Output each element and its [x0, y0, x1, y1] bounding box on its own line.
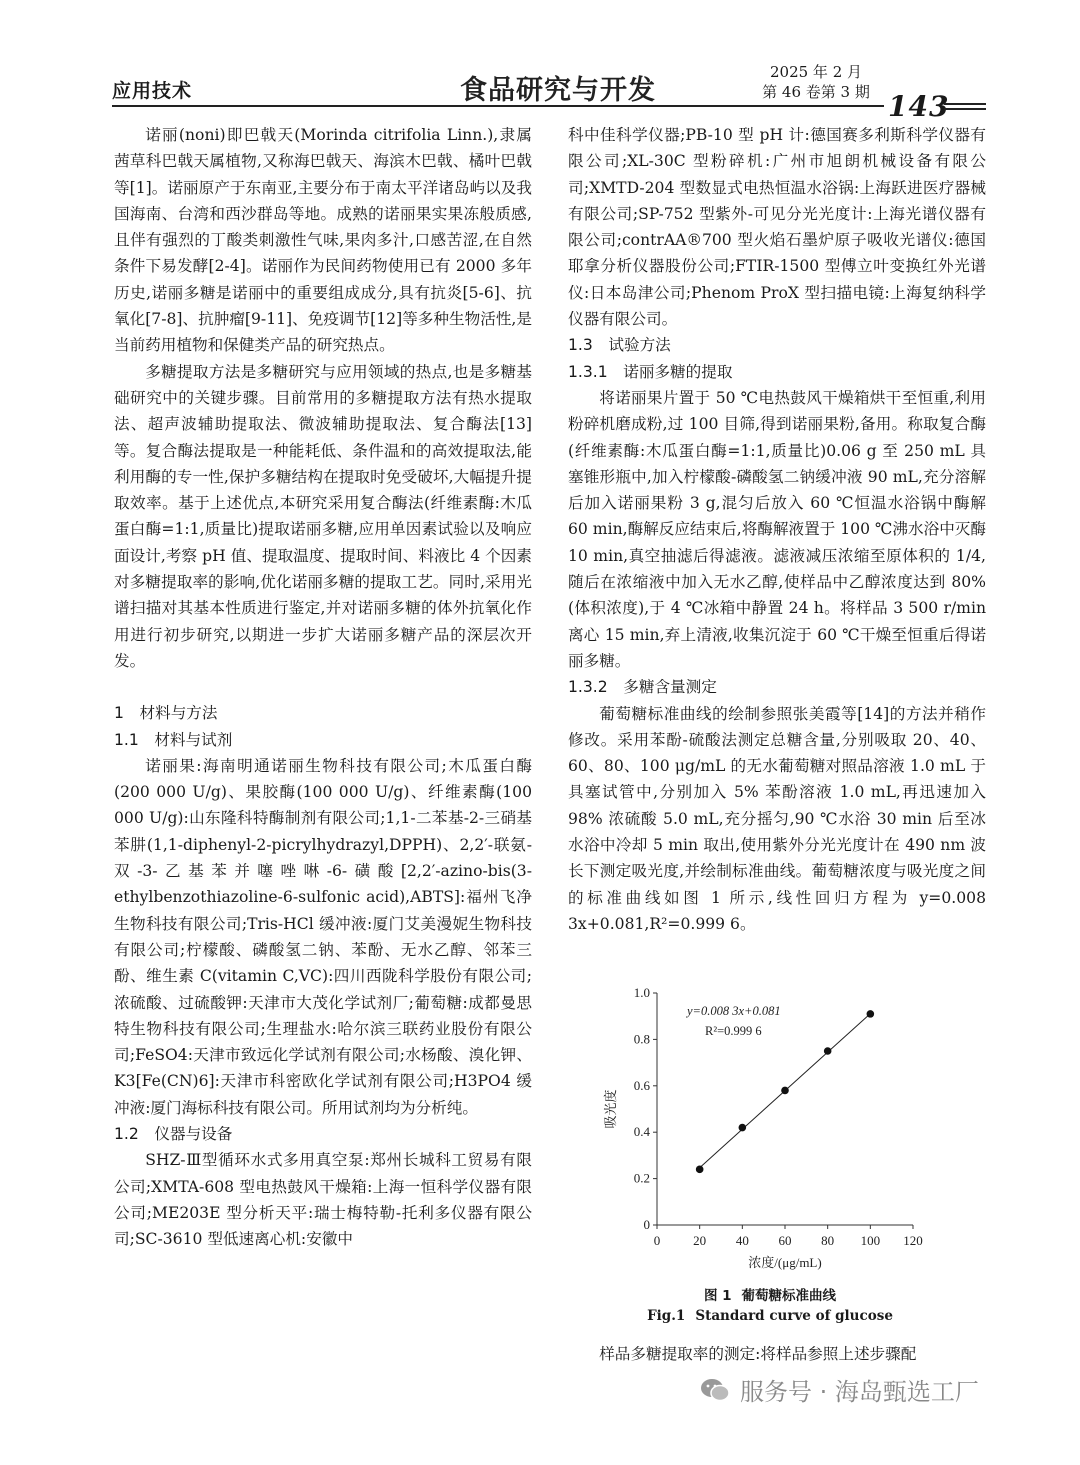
section-heading: 1.3.1 诺丽多糖的提取: [568, 362, 733, 381]
data-point: [739, 1124, 747, 1132]
caption-en-label: Fig.1: [647, 1308, 686, 1324]
tail-paragraph: 样品多糖提取率的测定:将样品参照上述步骤配: [599, 1345, 917, 1363]
x-tick-label: 40: [735, 1233, 749, 1248]
x-axis-label: 浓度/(μg/mL): [748, 1255, 822, 1270]
body-paragraph: 将诺丽果片置于 50 ℃电热鼓风干燥箱烘干至恒重,利用粉碎机磨成粉,过 100 目筛,得到诺丽果粉,备用。称取复合酶(纤维素酶:木瓜蛋白酶=1:1,质量比)0.06 g 至 250 mL 具塞锥形瓶中,加入柠檬酸-磷酸氢二钠缓冲液 90 mL,充分溶解后加入诺丽果粉 3 g,混匀后放入 60 ℃恒温水浴锅中酶解 60 min,酶解反应结束后,将酶解液置于 100 ℃沸水浴中灭酶 10 min,真空抽滤后得滤液。滤液减压浓缩至原体积的 1/4,随后在浓缩液中加入无水乙醇,使样品中乙醇浓度达到 80%(体积浓度),于 4 ℃冰箱中静置 24 h。将样品 3 500 r/min 离心 15 min,弃上清液,收集沉淀于 60 ℃干燥至恒重后得诺丽多糖。: [568, 388, 986, 670]
wechat-icon: [700, 1377, 730, 1403]
body-paragraph: SHZ-Ⅲ型循环水式多用真空泵:郑州长城科工贸易有限公司;XMTA-608 型电热鼓风干燥箱:上海一恒科学仪器有限公司;ME203E 型分析天平:瑞士梅特勒-托利多仪器有限公司;SC-3610 型低速离心机:安徽中: [114, 1151, 532, 1249]
header-rule-end-bottom: [944, 108, 986, 110]
body-paragraph: 多糖提取方法是多糖研究与应用领域的热点,也是多糖基础研究中的关键步骤。目前常用的多糖提取方法有热水提取法、超声波辅助提取法、微波辅助提取法、复合酶法[13]等。复合酶法提取是一种能耗低、条件温和的高效提取法,能利用酶的专一性,保护多糖结构在提取时免受破坏,大幅提升提取效率。基于上述优点,本研究采用复合酶法(纤维素酶:木瓜蛋白酶=1:1,质量比)提取诺丽多糖,应用单因素试验以及响应面设计,考察 pH 值、提取温度、提取时间、料液比 4 个因素对多糖提取率的影响,优化诺丽多糖的提取工艺。同时,采用光谱扫描对其基本性质进行鉴定,并对诺丽多糖的体外抗氧化作用进行初步研究,以期进一步扩大诺丽多糖产品的深层次开发。: [114, 362, 532, 670]
left-column: [114, 122, 532, 1252]
caption-cn-label: 图 1: [703, 1288, 732, 1304]
section-heading: 1 材料与方法: [114, 704, 218, 723]
data-point: [696, 1166, 704, 1174]
data-point: [824, 1047, 832, 1055]
right-column: [568, 122, 986, 937]
standard-curve-chart: [595, 983, 945, 1273]
section-heading: 1.1 材料与试剂: [114, 730, 233, 749]
y-tick-label: 0.6: [633, 1077, 650, 1093]
issue-volume: 第 46 卷第 3 期: [762, 83, 870, 101]
caption-cn-text: 葡萄糖标准曲线: [741, 1288, 837, 1304]
section-heading: 1.2 仪器与设备: [114, 1124, 233, 1143]
header-rule-end-top: [944, 103, 986, 105]
y-tick-label: 0.4: [633, 1124, 650, 1140]
x-tick-label: 0: [653, 1233, 661, 1248]
watermark: [700, 1372, 979, 1407]
journal-title: 食品研究与开发: [460, 75, 656, 106]
header-section: 应用技术: [112, 80, 193, 102]
watermark-text: 服务号 · 海岛甄选工厂: [740, 1378, 979, 1406]
y-tick-label: 0.8: [633, 1031, 650, 1047]
y-tick-label: 1.0: [633, 985, 650, 1000]
x-tick-label: 120: [903, 1233, 923, 1248]
figure-caption-cn: [575, 1284, 975, 1304]
issue-date: 2025 年 2 月: [769, 63, 863, 81]
y-tick-label: 0: [643, 1217, 650, 1232]
x-tick-label: 80: [821, 1233, 835, 1248]
figure-caption-en: [575, 1308, 975, 1324]
body-paragraph: 葡萄糖标准曲线的绘制参照张美霞等[14]的方法并稍作修改。采用苯酚-硫酸法测定总糖含量,分别吸取 20、40、60、80、100 μg/mL 的无水葡萄糖对照品溶液 1.0 mL 于具塞试管中,分别加入 5% 苯酚溶液 1.0 mL,再迅速加入 98% 浓硫酸 5.0 mL,充分摇匀,90 ℃水浴 30 min 后至冰水浴中冷却 5 min 取出,使用紫外分光光度计在 490 nm 波长下测定吸光度,并绘制标准曲线。葡萄糖浓度与吸光度之间的标准曲线如图 1 所示,线性回归方程为 y=0.008 3x+0.081,R²=0.999 6。: [568, 704, 986, 933]
section-heading: 1.3.2 多糖含量测定: [568, 678, 717, 697]
figure-1: [595, 983, 945, 1273]
data-point: [867, 1010, 875, 1018]
y-tick-label: 0.2: [633, 1170, 650, 1186]
body-paragraph: 诺丽(noni)即巴戟天(Morinda citrifolia Linn.),隶属茜草科巴戟天属植物,又称海巴戟天、海滨木巴戟、橘叶巴戟等[1]。诺丽原产于东南亚,主要分布于南太平洋诸岛屿以及我国海南、台湾和西沙群岛等地。成熟的诺丽果实果冻般质感,且伴有强烈的丁酸类刺激性气味,果肉多汁,口感苦涩,在自然条件下易发酵[2-4]。诺丽作为民间药物使用已有 2000 多年历史,诺丽多糖是诺丽中的重要组成成分,具有抗炎[5-6]、抗氧化[7-8]、抗肿瘤[9-11]、免疫调节[12]等多种生物活性,是当前药用植物和保健类产品的研究热点。: [114, 126, 532, 355]
body-paragraph: 科中佳科学仪器;PB-10 型 pH 计:德国赛多利斯科学仪器有限公司;XL-30C 型粉碎机:广州市旭朗机械设备有限公司;XMTD-204 型数显式电热恒温水浴锅:上海跃进医疗器械有限公司;SP-752 型紫外-可见分光光度计:上海光谱仪器有限公司;contrAA®700 型火焰石墨炉原子吸收光谱仪:德国耶拿分析仪器股份公司;FTIR-1500 型傅立叶变换红外光谱仪:日本岛津公司;Phenom ProX 型扫描电镜:上海复纳科学仪器有限公司。: [568, 126, 986, 329]
section-gap: [114, 674, 532, 700]
page-number: 143: [888, 90, 950, 123]
section-heading: 1.3 试验方法: [568, 336, 671, 355]
fit-r2: R²=0.999 6: [705, 1024, 762, 1038]
x-tick-label: 20: [693, 1233, 707, 1248]
issue-info: [756, 62, 876, 102]
header-rule: [112, 105, 884, 107]
body-paragraph: 诺丽果:海南明通诺丽生物科技有限公司;木瓜蛋白酶(200 000 U/g)、果胶酶(100 000 U/g)、纤维素酶(100 000 U/g):山东隆科特酶制剂有限公司;1,1-二苯基-2-三硝基苯肼(1,1-diphenyl-2-picrylhydrazyl,DPPH)、2,2′-联氨-双-3-乙基苯并噻唑啉-6-磺酸[2,2′-azino-bis(3-ethylbenzothiazoline-6-sulfonic acid),ABTS]:福州飞净生物科技有限公司;Tris-HCl 缓冲液:厦门艾美漫妮生物科技有限公司;柠檬酸、磷酸氢二钠、苯酚、无水乙醇、邻苯三酚、维生素 C(vitamin C,VC):四川西陇科学股份有限公司;浓硫酸、过硫酸钾:天津市大茂化学试剂厂;葡萄糖:成都曼思特生物科技有限公司;生理盐水:哈尔滨三联药业股份有限公司;FeSO4:天津市致远化学试剂有限公司;水杨酸、溴化钾、K3[Fe(CN)6]:天津市科密欧化学试剂有限公司;H3PO4 缓冲液:厦门海标科技有限公司。所用试剂均为分析纯。: [114, 756, 532, 1117]
data-point: [781, 1087, 789, 1095]
x-tick-label: 100: [860, 1233, 881, 1248]
x-tick-label: 60: [778, 1233, 792, 1248]
caption-en-text: Standard curve of glucose: [695, 1308, 893, 1324]
fit-equation: y=0.008 3x+0.081: [687, 1004, 781, 1018]
y-axis-label: 吸光度: [603, 1089, 618, 1129]
